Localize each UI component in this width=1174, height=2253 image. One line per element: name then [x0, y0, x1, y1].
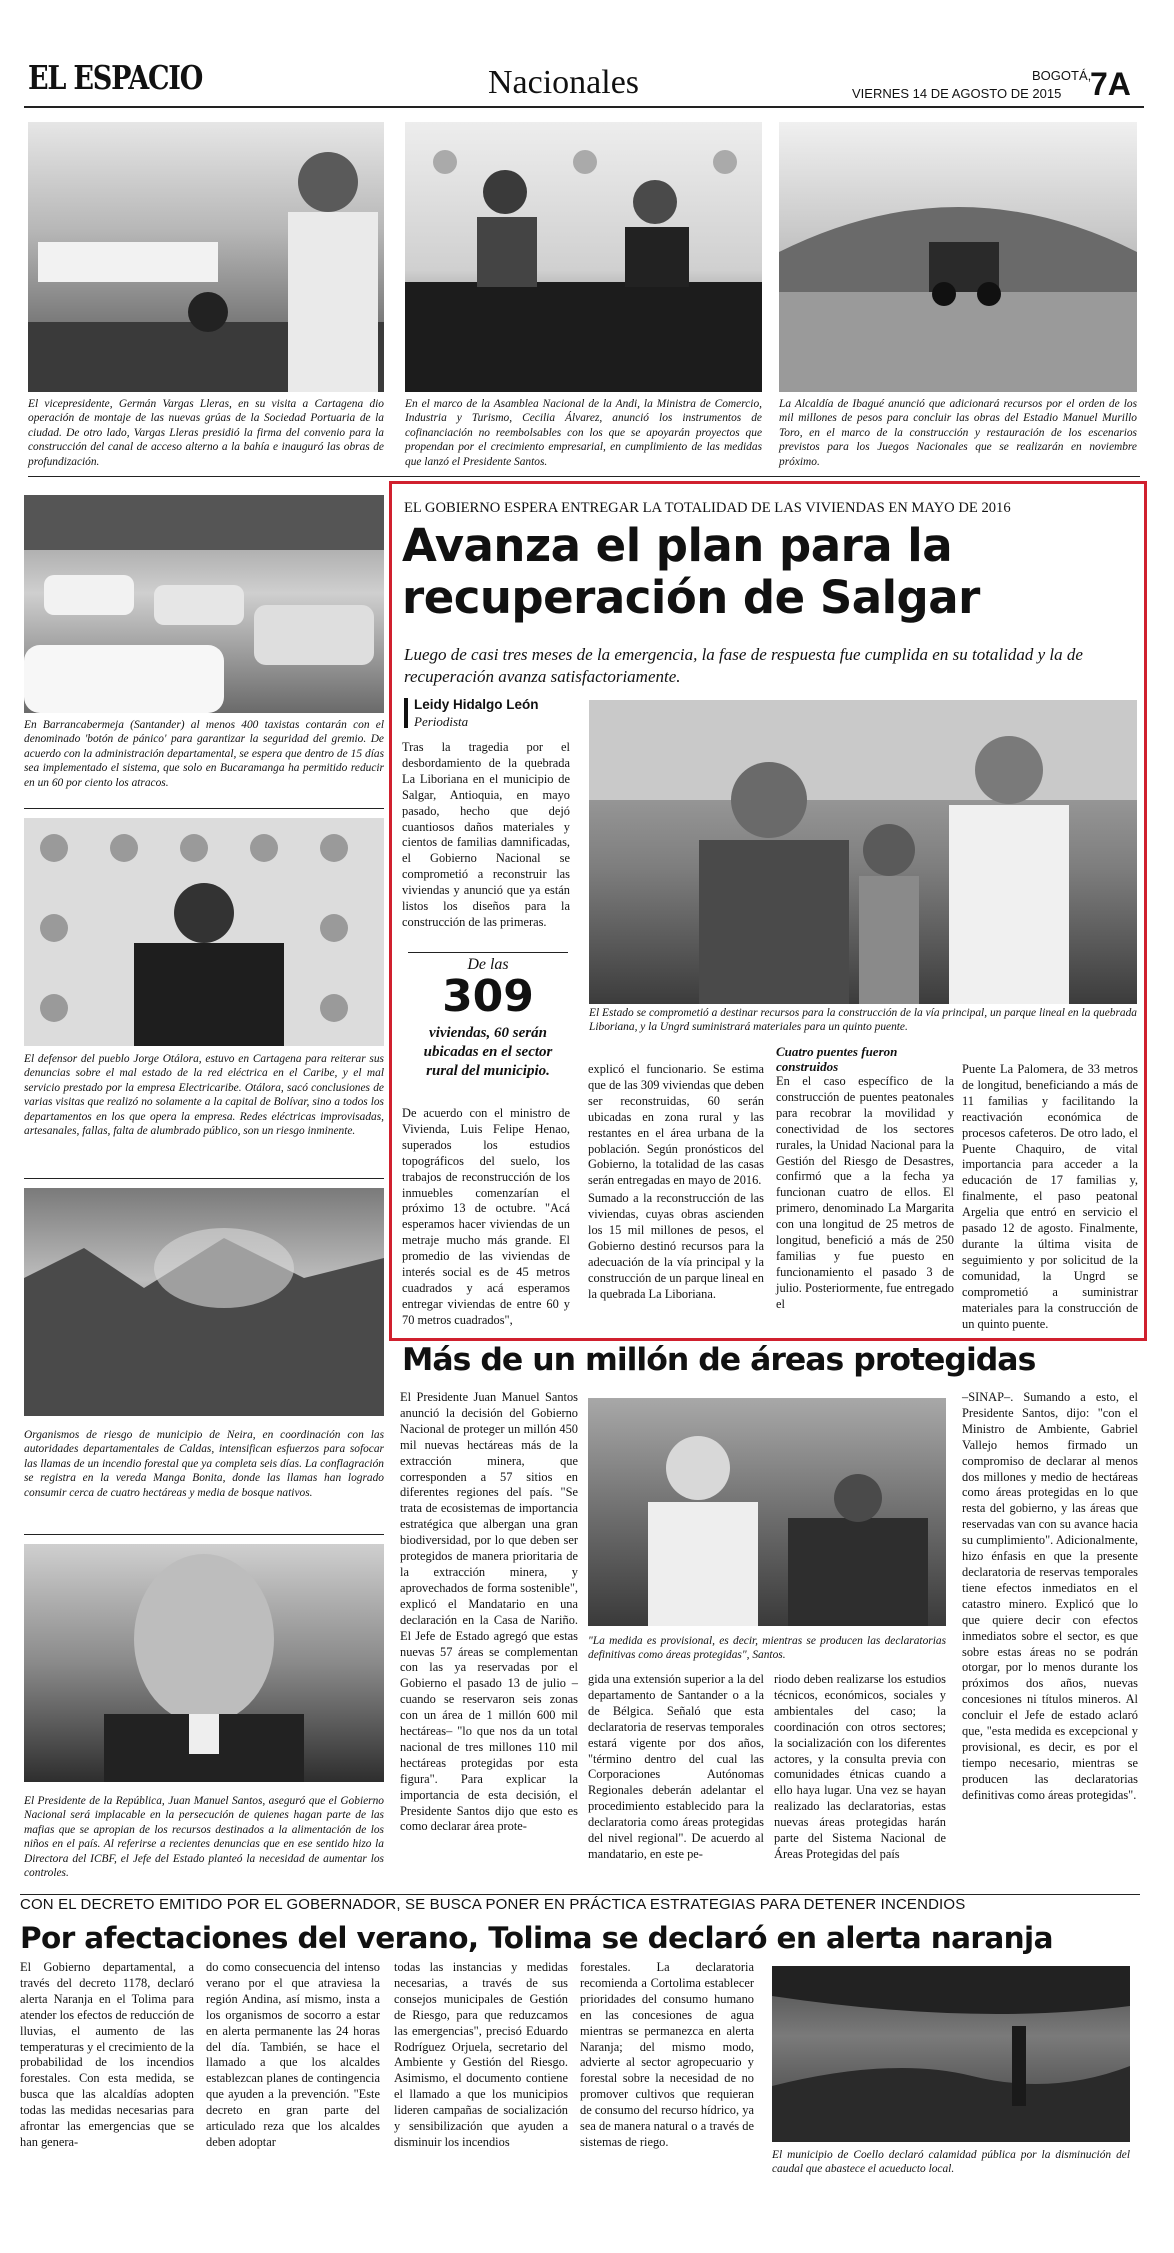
page-number: 7A — [1090, 66, 1131, 102]
caption-salgar-photo: El Estado se comprometió a destinar recursos para la construcción de la vía principal, un parque lineal en la quebrada Liboriana, y la Ungrd suministrará materiales para un quinto puente. — [589, 1007, 1137, 1034]
author-bar — [404, 698, 408, 728]
photo-coello-river — [772, 1966, 1130, 2142]
divider-left-3 — [24, 1534, 384, 1535]
salgar-col1-bottom — [402, 1106, 570, 1331]
tolima-col2 — [206, 1960, 380, 2153]
salgar-col4 — [962, 1062, 1138, 1334]
caption-vice-president: El vicepresidente, Germán Vargas Lleras, en su visita a Cartagena dio operación de montaje de las nuevas grúas de la Sociedad Portuaria de la ciudad. De otro lado, Vargas Lleras presidió la firma del convenio para la construcción del canal de acceso alterno a la bahía e inauguró las obras de profundización. — [28, 398, 384, 468]
protegidas-col3 — [774, 1672, 946, 1865]
caption-fire-neira: Organismos de riesgo de municipio de Neira, en coordinación con las autoridades departamentales de Caldas, intensifican esfuerzos para sofocar las llamas de un incendio forestal que ya completa seis días. La conflagración se registra en la vereda Manga Bonita, donde las llamas han logrado consumir cerca de cuatro hectáreas y media de bosque nativos. — [24, 1429, 384, 1499]
salgar-headline: Avanza el plan para la recuperación de Salgar — [402, 519, 980, 624]
caption-defensor: El defensor del pueblo Jorge Otálora, estuvo en Cartagena para reiterar sus denuncias sobre el mal estado de la red eléctrica en el Caribe, y el mal servicio prestado por la empresa Electricaribe. Otálora, sacó conclusiones de varias visitas que realizó no solamente a la capital de Bolívar, sino a todos los departamentos en los que opera la empresa. Redes eléctricas improvisadas, artesanales, fallas, falta de alumbrado público, son un riesgo inminente. — [24, 1053, 384, 1138]
divider-top — [28, 476, 1140, 477]
salgar-paragraph-6: Puente La Palomera, de 33 metros de longitud, beneficiando a más de 11 familias y facilitando la reactivación económica de procesos cafeteros. De otro lado, el Puente Chaquiro, de vital importancia para acceder a la educación de 17 familias y, finalmente, el paso peatonal Argelia que entró en servicio el pasado 12 de agosto. Finalmente, durante la última visita de seguimiento y por solicitud de la comunidad, la Ungrd se comprometió a suministrar materiales para la construcción de un quinto puente. — [962, 1062, 1138, 1331]
protegidas-paragraph-2: gida una extensión superior a la del departamento de Santander o a la de Bélgica. Señaló que esta declaratoria de reservas temporales estará vigente por dos años, "término dentro del cual las Corporaciones Autónomas Regionales deberán adelantar el procedimiento establecido para la declaratoria como áreas protegidas del nivel regional". De acuerdo al mandatario, en este pe- — [588, 1672, 764, 1861]
salgar-paragraph-2: De acuerdo con el ministro de Vivienda, Luis Felipe Henao, superados los estudios topográficos del suelo, los trabajos de reconstrucción de los inmuebles comenzarían el próximo 13 de octubre. "Acá esperamos hacer viviendas de un metraje mucho más grande. El promedio de las viviendas de interés social es de 45 metros cuadrados y acá esperamos entregar viviendas de entre 60 y 70 metros cuadrados", — [402, 1106, 570, 1327]
header-city: BOGOTÁ, — [1032, 68, 1092, 83]
masthead-logo: EL ESPACIO — [28, 58, 203, 97]
photo-fire-neira — [24, 1188, 384, 1416]
photo-ibague-stadium — [779, 122, 1137, 392]
header-rule — [24, 106, 1144, 108]
photo-defensor — [24, 818, 384, 1046]
photo-santos-declaration — [588, 1398, 946, 1626]
caption-coello-river: El municipio de Coello declaró calamidad pública por la disminución del caudal que abastece el acueducto local. — [772, 2149, 1130, 2176]
caption-santos-portrait: El Presidente de la República, Juan Manuel Santos, aseguró que el Gobierno Nacional será implacable en la persecución de quienes hagan parte de las mafias que se apropian de los recursos destinados a la alimentación de los niños en el país. Al referirse a recientes denuncias que en ese sentido hizo la Directora del ICBF, el Jefe del Estado planteó la necesidad de aumentar los controles. — [24, 1795, 384, 1880]
tolima-col3 — [394, 1960, 568, 2153]
divider-left-2 — [24, 1178, 384, 1179]
salgar-subhead: Cuatro puentes fueron construidos — [776, 1044, 898, 1074]
protegidas-col1 — [400, 1390, 578, 1837]
salgar-col2 — [588, 1062, 764, 1305]
divider-tolima — [20, 1894, 1140, 1895]
header-date: VIERNES 14 DE AGOSTO DE 2015 — [852, 86, 1062, 101]
caption-andi-assembly: En el marco de la Asamblea Nacional de la Andi, la Ministra de Comercio, Industria y Turismo, Cecilia Álvarez, anunció los instrumentos de cofinanciación no reembolsables con los que se apoyarán proyectos que propendan por el crecimiento empresarial, en cumplimiento de las medidas que lanzó el Presidente Santos. — [405, 398, 762, 468]
salgar-author: Leidy Hidalgo León — [414, 697, 539, 712]
factbox-number: 309 — [442, 971, 534, 1022]
caption-santos-declaration: "La medida es provisional, es decir, mientras se producen las declaratorias definitivas como áreas protegidas", Santos. — [588, 1635, 946, 1662]
salgar-paragraph-1: Tras la tragedia por el desbordamiento de la quebrada La Liboriana en el municipio de Salgar, Antioquia, en mayo pasado, hecho que dejó cuantiosos daños materiales y cientos de familias damnificadas, el Gobierno Nacional se comprometió a reconstruir las viviendas y anunció que ya están listos los diseños para la construcción de las primeras. — [402, 740, 570, 929]
tolima-paragraph-2: do como consecuencia del intenso verano por el que atraviesa la región Andina, así mismo, insta a los organismos de socorro a estar en alerta permanente las 24 horas del día. También, se hace el llamado a que los alcaldes establezcan planes de contingencia que ayuden a la prevención. "Este decreto en gran parte del articulado reza que los alcaldes deben adoptar — [206, 1960, 380, 2149]
tolima-paragraph-4: forestales. La declaratoria recomienda a Cortolima establecer prioridades del consumo humano en las concesiones de agua mientras se permanezca en alerta Naranja; del mismo modo, advierte al sector agropecuario y forestal sobre la necesidad de no promover cultivos que requieran de consumo del recurso hídrico, ya sea de manera natural o a través de sistemas de riego. — [580, 1960, 754, 2149]
tolima-paragraph-3: todas las instancias y medidas necesarias, a través de sus consejos municipales de Gestión de Riesgo, para que reduzcamos las emergencias", precisó Eduardo Rodríguez Orjuela, secretario del Ambiente y Gestión del Riesgo. Asimismo, el documento contiene el llamado a que los municipios lideren campañas de socialización y sensibilización que ayuden a disminuir los incendios — [394, 1960, 568, 2149]
salgar-deck: Luego de casi tres meses de la emergencia, la fase de respuesta fue cumplida en su totalidad y la de recuperación avanza satisfactoriamente. — [404, 645, 1083, 686]
divider-left-1 — [24, 808, 384, 809]
protegidas-col2 — [588, 1672, 764, 1865]
protegidas-headline: Más de un millón de áreas protegidas — [402, 1342, 1036, 1378]
photo-vice-president — [28, 122, 384, 392]
protegidas-paragraph-4: –SINAP–. Sumando a esto, el Presidente Santos, dijo: "con el Ministro de Ambiente, Gabriel Vallejo hemos firmado un compromiso de declarar al menos dos millones y medio de hectáreas como áreas protegidas en lo que resta del gobierno, y las áreas que reservadas van con su avance hacia su cumplimiento". Adicionalmente, hizo énfasis en que la presente declaratoria de reservas temporales tiene efectos inmediatos en el catastro minero. Explicó que lo que quiere decir con efectos inmediatos sobre el sector, es que sobre estas áreas no se podrán otorgar, por lo menos durante los próximos dos años, nuevas concesiones ni títulos mineros. Al concluir el Jefe de estado aclaró que, "esta medida es excepcional y provisional, es decir, es por el tiempo necesario, mientras se producen las declaratorias definitivas como áreas protegidas". — [962, 1390, 1138, 1802]
salgar-author-role: Periodista — [414, 714, 469, 729]
salgar-col1-top — [402, 740, 570, 933]
caption-ibague-stadium: La Alcaldía de Ibagué anunció que adicionará recursos por el orden de los mil millones de pesos para concluir las obras del Estadio Manuel Murillo Toro, en el marco de la construcción y restauración de los escenarios previstos para los Juegos Nacionales que se realizarán en noviembre próximo. — [779, 398, 1137, 468]
salgar-kicker: EL GOBIERNO ESPERA ENTREGAR LA TOTALIDAD DE LAS VIVIENDAS EN MAYO DE 2016 — [404, 500, 1011, 516]
factbox-rule — [408, 952, 568, 953]
caption-taxis: En Barrancabermeja (Santander) al menos 400 taxistas contarán con el denominado 'botón de pánico' para garantizar la seguridad del gremio. De acuerdo con la administración departamental, se espera que dentro de 15 días sea implementado el sistema, que solo en Bucaramanga ha permitido reducir en un 60 por ciento los atracos. — [24, 719, 384, 789]
photo-andi-assembly — [405, 122, 762, 392]
protegidas-col4 — [962, 1390, 1138, 1806]
protegidas-paragraph-1: El Presidente Juan Manuel Santos anunció la decisión del Gobierno Nacional de proteger un millón 450 mil nuevas hectáreas más de la extracción minera, que corresponden a 57 sitios en diferentes regiones del país. "Se trata de ecosistemas de importancia estratégica que albergan una gran biodiversidad, por lo que deben ser protegidos de manera prioritaria de la extracción minera, y aprovechados de forma sostenible", explicó el Mandatario en una declaración en la Casa de Nariño. El Jefe de Estado agregó que estas nuevas 57 áreas se complementan con las ya reservadas por el Gobierno el pasado 13 de julio –cuando se reservaron seis zonas con un área de 1 millón 600 mil hectáreas– "lo que nos da un total nacional de tres millones 110 mil hectáreas protegidas por esta figura". Para explicar la importancia de esta decisión, el Presidente Santos dijo que esto es como declarar área prote- — [400, 1390, 578, 1834]
tolima-paragraph-1: El Gobierno departamental, a través del decreto 1178, declaró alerta Naranja en el Tolima para atender los efectos de reducción de lluvias, el aumento de las temperaturas y el crecimiento de la probabilidad de los incendios forestales. Con esta medida, se busca que las alcaldías adopten todas las medidas necesarias para afrontar las emergencias que se han genera- — [20, 1960, 194, 2149]
protegidas-paragraph-3: riodo deben realizarse los estudios técnicos, económicos, sociales y ambientales del caso; la coordinación con otros sectores; la socialización con los diferentes actores, y la consulta previa con comunidades étnicas cuando a ello haya lugar. Una vez se hayan realizado las declaratorias, estas nuevas áreas protegidas harán parte del Sistema Nacional de Áreas Protegidas del país — [774, 1672, 946, 1861]
photo-salgar-community — [589, 700, 1137, 1004]
tolima-kicker: CON EL DECRETO EMITIDO POR EL GOBERNADOR, SE BUSCA PONER EN PRÁCTICA ESTRATEGIAS PARA DETENER INCENDIOS — [20, 1896, 966, 1913]
photo-santos-portrait — [24, 1544, 384, 1782]
salgar-paragraph-4: Sumado a la reconstrucción de las viviendas, cuyas obras ascienden los 15 mil millones de pesos, el Gobierno destinó recursos para la adecuación de la vía principal y la construcción de un parque lineal en la quebrada La Liboriana. — [588, 1191, 764, 1301]
salgar-col3 — [776, 1044, 954, 1315]
section-title: Nacionales — [488, 64, 640, 101]
factbox-pre: De las — [467, 956, 509, 973]
salgar-paragraph-5: En el caso específico de la construcción de puentes peatonales para recobrar la movilidad y conectividad de los sectores rurales, la Unidad Nacional para la Gestión del Riesgo de Desastres, confirmó que a la fecha ya funcionan cuatro de ellos. El primero, denominado La Margarita con una longitud de 25 metros de longitud, benefició a más de 250 familias y fue puesto en funcionamiento el pasado 3 de julio. Posteriormente, fue entregado el — [776, 1074, 954, 1311]
tolima-col4 — [580, 1960, 754, 2153]
salgar-paragraph-3: explicó el funcionario. Se estima que de las 309 viviendas que deben ser reconstruidas, 60 serán ubicadas en zona rural y las restantes en el área urbana de la población. Según pronósticos del Gobierno, la totalidad de las casas serán entregadas en mayo de 2016. — [588, 1062, 764, 1188]
photo-taxis — [24, 495, 384, 713]
factbox-text: viviendas, 60 serán ubicadas en el sector rural del municipio. — [423, 1025, 553, 1079]
tolima-col1 — [20, 1960, 194, 2153]
tolima-headline: Por afectaciones del verano, Tolima se declaró en alerta naranja — [20, 1921, 1053, 1955]
